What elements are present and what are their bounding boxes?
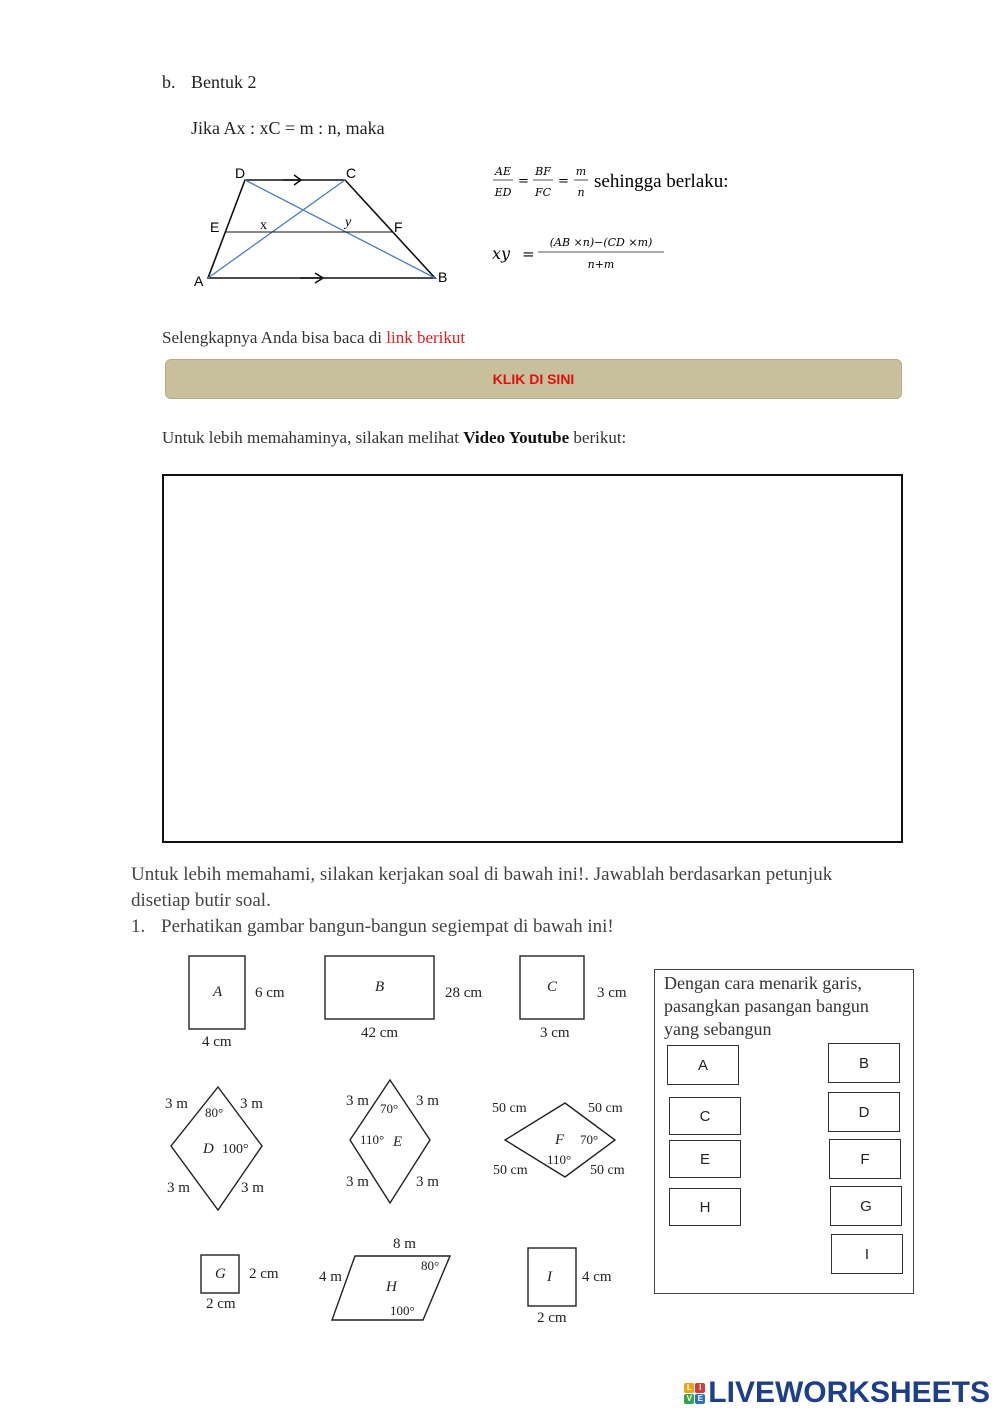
label-e: E [210,219,220,235]
svg-text:4 cm: 4 cm [582,1269,612,1285]
match-right-b[interactable]: B [828,1043,900,1083]
svg-text:I: I [547,1269,552,1285]
match-left-h[interactable]: H [669,1188,741,1226]
match-right-f[interactable]: F [829,1139,901,1179]
svg-text:=: = [518,174,529,189]
svg-text:E: E [393,1134,403,1150]
svg-text:50 cm: 50 cm [492,1101,527,1116]
exercise-intro-line2: disetiap butir soal. [131,890,271,911]
matching-box [654,969,914,1294]
svg-text:4 m: 4 m [319,1269,342,1285]
svg-text:3 m: 3 m [241,1180,264,1196]
svg-text:AE: AE [495,165,511,178]
section-marker: b. [162,72,176,92]
svg-text:50 cm: 50 cm [493,1163,528,1178]
diagonal-db [245,180,435,278]
svg-text:BF: BF [535,165,551,178]
svg-text:A: A [213,984,223,1000]
liveworksheets-logo-icon: L I V E [684,1383,705,1404]
svg-text:=: = [558,174,569,189]
svg-text:42 cm: 42 cm [361,1025,399,1041]
svg-text:2 cm: 2 cm [537,1310,567,1326]
label-d: D [235,165,246,181]
shape-g [201,1255,279,1312]
label-y: y [345,215,352,230]
svg-text:3 m: 3 m [165,1096,188,1112]
svg-text:70°: 70° [580,1132,599,1147]
shape-d [165,1087,264,1210]
label-f: F [394,219,403,235]
shape-i [528,1248,612,1326]
svg-text:4 cm: 4 cm [202,1034,232,1050]
match-left-a[interactable]: A [667,1045,739,1085]
quadrilateral-shapes-figure [150,945,645,1335]
video-intro: Untuk lebih memahaminya, silakan melihat Video Youtube berikut: [162,428,627,447]
svg-text:3 cm: 3 cm [597,985,627,1001]
shape-e [346,1080,439,1203]
label-a: A [194,273,204,289]
match-left-c[interactable]: C [669,1097,741,1135]
svg-text:110°: 110° [360,1132,385,1147]
svg-text:sehingga berlaku:: sehingga berlaku: [594,171,729,192]
svg-text:G: G [215,1266,226,1282]
svg-text:ED: ED [494,186,512,199]
shape-h [319,1236,450,1320]
match-right-i[interactable]: I [831,1234,903,1274]
shape-a [189,956,285,1050]
svg-text:70°: 70° [380,1101,399,1116]
klik-di-sini-button[interactable]: KLIK DI SINI [165,359,902,399]
exercise-intro-line1: Untuk lebih memahami, silakan kerjakan soal di bawah ini!. Jawablah berdasarkan petunjuk [131,864,833,885]
svg-text:B: B [375,979,385,995]
svg-text:3 m: 3 m [416,1093,439,1109]
svg-text:F: F [555,1132,565,1148]
svg-text:n: n [577,186,585,199]
svg-text:D: D [203,1141,214,1157]
read-more-text: Selengkapnya Anda bisa baca di link berikut [162,328,466,347]
arrow-ab-icon [300,273,323,283]
svg-text:xy: xy [492,244,511,263]
svg-text:3 m: 3 m [167,1180,190,1196]
svg-text:3 m: 3 m [346,1093,369,1109]
svg-text:=: = [522,245,535,263]
svg-text:2 cm: 2 cm [249,1266,279,1282]
match-right-d[interactable]: D [828,1092,900,1132]
svg-text:m: m [575,165,587,178]
svg-text:3 m: 3 m [416,1174,439,1190]
question-1-text: Perhatikan gambar bangun-bangun segiempat di bawah ini! [161,916,614,937]
youtube-video-embed[interactable] [162,474,903,843]
shape-f [492,1101,625,1178]
xy-formula [490,228,690,278]
trapezoid-diagram [190,160,460,295]
svg-text:n+m: n+m [587,258,615,271]
svg-text:FC: FC [534,186,552,199]
matching-instruction-line3: yang sebangun [664,1019,772,1039]
svg-text:H: H [386,1279,397,1295]
svg-text:80°: 80° [421,1258,440,1273]
liveworksheets-logo [684,1376,990,1410]
label-b: B [438,269,448,285]
intro-formula: Jika Ax : xC = m : n, maka [191,118,385,138]
svg-text:110°: 110° [547,1152,572,1167]
shape-b [325,956,482,1041]
label-c: C [346,165,357,181]
svg-text:3 cm: 3 cm [540,1025,570,1041]
svg-text:100°: 100° [222,1142,249,1157]
arrow-dc-icon [283,175,301,185]
section-title: Bentuk 2 [191,72,257,92]
svg-text:6 cm: 6 cm [255,985,285,1001]
svg-text:8 m: 8 m [393,1236,416,1252]
match-right-g[interactable]: G [830,1186,902,1226]
liveworksheets-logo-text: LIVEWORKSHEETS [708,1376,990,1409]
svg-text:3 m: 3 m [346,1174,369,1190]
svg-text:C: C [547,979,558,995]
svg-text:3 m: 3 m [240,1096,263,1112]
svg-text:(AB ×n)−(CD ×m): (AB ×n)−(CD ×m) [549,236,653,249]
svg-text:2 cm: 2 cm [206,1296,236,1312]
question-1-number: 1. [131,916,146,937]
read-more-link[interactable]: link berikut [386,328,466,347]
matching-instruction-line2: pasangkan pasangan bangun [664,996,869,1016]
svg-text:28 cm: 28 cm [445,985,483,1001]
shape-c [520,956,627,1041]
label-x: x [260,218,267,233]
svg-text:80°: 80° [205,1105,224,1120]
match-left-e[interactable]: E [669,1140,741,1178]
matching-instruction-line1: Dengan cara menarik garis, [664,973,862,993]
svg-text:50 cm: 50 cm [590,1163,625,1178]
svg-text:50 cm: 50 cm [588,1101,623,1116]
ratio-formula [490,160,790,210]
diagonal-ca [208,180,345,278]
svg-text:100°: 100° [390,1303,415,1318]
